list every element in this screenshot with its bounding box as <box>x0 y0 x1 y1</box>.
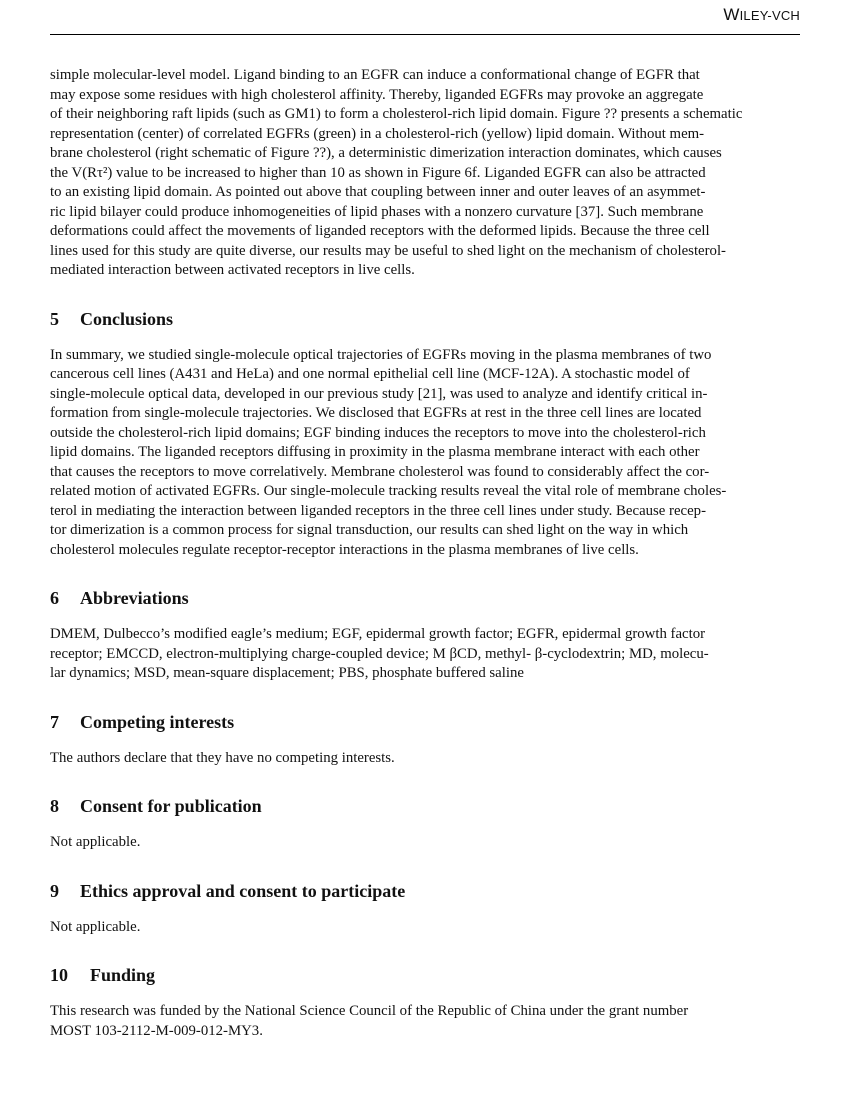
section-heading-conclusions <box>50 309 812 330</box>
section-number: 8 <box>50 796 59 816</box>
text-line: tor dimerization is a common process for signal transduction, our results can shed light on the way in which <box>50 522 689 538</box>
section-number: 6 <box>50 588 59 608</box>
publisher-rest: ILEY <box>739 8 768 23</box>
text-line: receptor; EMCCD, electron-multiplying charge-coupled device; M βCD, methyl- β-cyclodextrin; MD, molecu- <box>50 645 709 662</box>
section-title: Abbreviations <box>80 588 189 608</box>
section-heading-competing-interests <box>50 712 812 733</box>
section-title: Competing interests <box>80 711 235 732</box>
text-line: The authors declare that they have no competing interests. <box>50 749 395 766</box>
text-line: lines used for this study are quite diverse, our results may be useful to shed light on the mechanism of cholesterol- <box>50 242 726 259</box>
text-line: MOST 103-2112-M-009-012-MY3. <box>50 1022 263 1039</box>
text-line: cancerous cell lines (A431 and HeLa) and one normal epithelial cell line (MCF-12A). A stochastic model of <box>50 366 690 382</box>
consent-paragraph <box>50 833 812 853</box>
section-heading-abbreviations <box>50 588 812 609</box>
text-line: related motion of activated EGFRs. Our single-molecule tracking results reveal the vital role of membrane choles- <box>50 483 727 499</box>
section-title: Ethics approval and consent to participate <box>80 880 406 901</box>
page-header <box>50 0 800 35</box>
text-line: the V(Rτ²) value to be increased to higher than 10 as shown in Figure 6f. Liganded EGFR can also be attracted <box>50 164 706 181</box>
section-heading-ethics <box>50 881 812 902</box>
text-line: This research was funded by the National Science Council of the Republic of China under the grant number <box>50 1003 689 1019</box>
funding-paragraph <box>50 1002 812 1041</box>
publisher-initial: W <box>723 5 740 24</box>
publisher-suffix: -VCH <box>767 8 800 23</box>
text-line: Not applicable. <box>50 918 141 935</box>
text-line: formation from single-molecule trajectories. We disclosed that EGFRs at rest in the three cell lines are located <box>50 405 702 421</box>
text-line: DMEM, Dulbecco’s modified eagle’s medium; EGF, epidermal growth factor; EGFR, epidermal growth factor <box>50 626 706 642</box>
text-line: may expose some residues with high cholesterol affinity. Thereby, liganded EGFRs may provoke an aggregate <box>50 86 704 103</box>
section-heading-funding <box>50 965 812 986</box>
section-number: 9 <box>50 880 59 901</box>
section-title: Funding <box>90 965 156 985</box>
intro-paragraph <box>50 66 812 281</box>
text-line: cholesterol molecules regulate receptor-receptor interactions in the plasma membranes of live cells. <box>50 541 639 558</box>
publisher-name <box>723 5 800 25</box>
text-line: simple molecular-level model. Ligand binding to an EGFR can induce a conformational change of EGFR that <box>50 67 700 83</box>
text-line: of their neighboring raft lipids (such as GM1) to form a cholesterol-rich lipid domain. Figure ?? presents a schematic <box>50 106 743 122</box>
text-line: mediated interaction between activated receptors in live cells. <box>50 262 415 278</box>
text-line: that causes the receptors to move correlatively. Membrane cholesterol was found to considerably affect the cor- <box>50 463 710 480</box>
text-line: ric lipid bilayer could produce inhomogeneities of lipid phases with a nonzero curvature [37]. Such membrane <box>50 203 704 220</box>
text-line: In summary, we studied single-molecule optical trajectories of EGFRs moving in the plasma membranes of two <box>50 346 712 363</box>
text-line: Not applicable. <box>50 834 141 850</box>
article-body <box>50 66 812 1041</box>
text-line: representation (center) of correlated EGFRs (green) in a cholesterol-rich (yellow) lipid domain. Without mem- <box>50 125 705 142</box>
abbreviations-paragraph <box>50 625 812 684</box>
text-line: lar dynamics; MSD, mean-square displacement; PBS, phosphate buffered saline <box>50 665 524 681</box>
conclusions-paragraph <box>50 346 812 561</box>
section-number: 7 <box>50 711 59 732</box>
text-line: deformations could affect the movements of liganded receptors with the deformed lipids. Because the three cell <box>50 223 710 239</box>
text-line: lipid domains. The liganded receptors diffusing in proximity in the plasma membrane interact with each other <box>50 444 700 460</box>
text-line: single-molecule optical data, developed in our previous study [21], was used to analyze and identify critical in- <box>50 385 708 402</box>
section-number: 5 <box>50 308 59 329</box>
text-line: outside the cholesterol-rich lipid domains; EGF binding induces the receptors to move into the cholesterol-rich <box>50 424 706 441</box>
competing-interests-paragraph <box>50 749 812 769</box>
section-heading-consent <box>50 796 812 817</box>
section-title: Consent for publication <box>80 796 262 816</box>
section-title: Conclusions <box>80 308 174 329</box>
text-line: terol in mediating the interaction between liganded receptors in the three cell lines under study. Because recep- <box>50 502 707 519</box>
section-number: 10 <box>50 965 68 985</box>
text-line: brane cholesterol (right schematic of Figure ??), a deterministic dimerization interaction dominates, which causes <box>50 145 722 161</box>
ethics-paragraph <box>50 918 812 938</box>
text-line: to an existing lipid domain. As pointed out above that coupling between inner and outer leaves of an asymmet- <box>50 184 706 200</box>
